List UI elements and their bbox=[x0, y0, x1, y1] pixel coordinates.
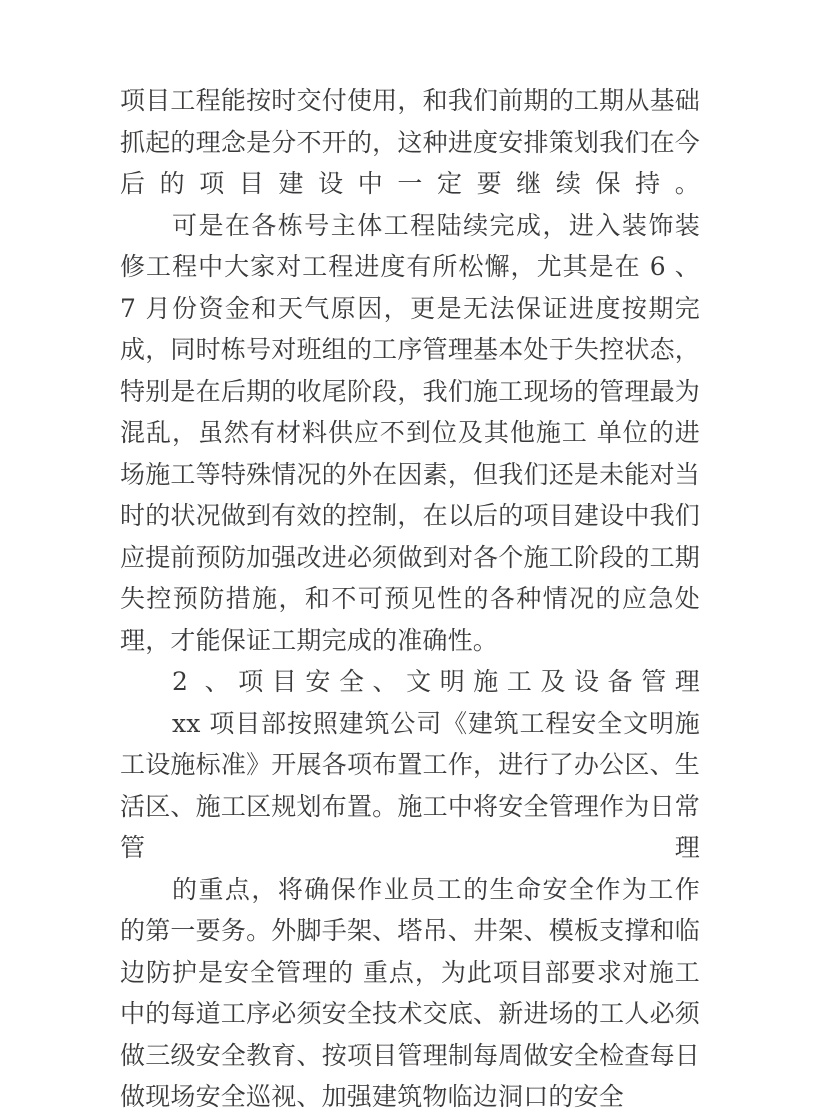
heading-section-2-safety: 2 、项目安全、文明施工及设备管理 bbox=[172, 667, 700, 696]
document-text-body bbox=[120, 80, 700, 1118]
paragraph-schedule-conclusion: 项目工程能按时交付使用，和我们前期的工期从基础抓起的理念是分不开的，这种进度安排策划我们在今后的项目建设中一定要继续保持。 bbox=[120, 86, 700, 198]
paragraph-progress-issues: 可是在各栋号主体工程陆续完成，进入装饰装修工程中大家对工程进度有所松懈，尤其是在 6 、 7 月份资金和天气原因，更是无法保证进度按期完成，同时栋号对班组的工序管理基本处于失控状态，特别是在后期的收尾阶段，我们施工现场的管理最为混乱，虽然有材料供应不到位及其他施工 单位的进场施工等特殊情况的外在因素，但我们还是未能对当时的状况做到有效的控制，在以后的项目建设中我们应提前预防加强改进必须做到对各个施工阶段的工期失控预防措施，和不可预见性的各种情况的应急处理，才能保证工期完成的准确性。 bbox=[120, 210, 700, 655]
paragraph-safety-measures: 的重点，将确保作业员工的生命安全作为工作的第一要务。外脚手架、塔吊、井架、模板支撑和临边防护是安全管理的 重点，为此项目部要求对施工中的每道工序必须安全技术交底、新进场的工人必须做三级安全教育、按项目管理制每周做安全检查每日做现场安全巡视、加强建筑物临边洞口的安全 bbox=[120, 874, 700, 1111]
paragraph-safety-standards: xx 项目部按照建筑公司《建筑工程安全文明施工设施标准》开展各项布置工作，进行了办公区、生活区、施工区规划布置。施工中将安全管理作为日常管理 bbox=[120, 708, 700, 862]
